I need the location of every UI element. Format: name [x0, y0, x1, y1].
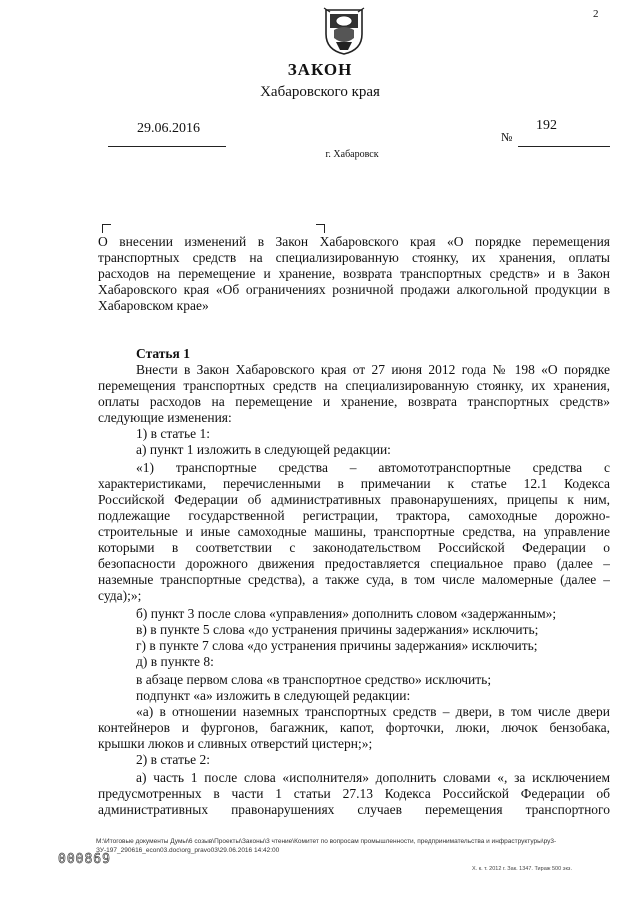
subject-line: расходов на перемещение и хранение, возврата транспортных средств» и в Закон [98, 266, 610, 281]
body-line: оплаты расходов на перемещение и хранение, возврата транспортных средств» [98, 394, 610, 409]
body-line: в абзаце первом слова «в транспортное средство» исключить; [136, 672, 492, 687]
file-path-line: ЗУ-197_290616_econ03.doc\org_pravo03\29.06.2016 14:42:00 [96, 847, 280, 854]
subject-line: транспортных средств на специализированную стоянку, их хранения, оплаты [98, 250, 610, 265]
body-line: следующие изменения: [98, 410, 232, 425]
body-line: а) пункт 1 изложить в следующей редакции: [136, 442, 391, 457]
body-line: г) в пункте 7 слова «до устранения причины задержания» исключить; [136, 638, 538, 653]
body-line: характеристиками, перечисленными в примечании к статье 12.1 Кодекса [98, 476, 610, 491]
law-number: 192 [536, 118, 557, 133]
body-line: предусмотренных в части 1 статьи 27.13 Кодекса Российской Федерации об [98, 786, 610, 801]
law-date: 29.06.2016 [137, 121, 200, 136]
law-title: ЗАКОН [287, 60, 353, 79]
body-line: административных правонарушениях случаев перемещения транспортного [98, 802, 610, 817]
print-info: Х. к. т. 2012 г. Зак. 1347. Тираж 500 экз. [472, 866, 572, 872]
file-path-line: М:\Итоговые документы Думы\6 созыв\Проекты\Законы\3 чтение\Комитет по вопросам промышленности, предпринимательства и инфраструктуры\ру3- [96, 838, 557, 845]
subject-line: О внесении изменений в Закон Хабаровского края «О порядке перемещения [98, 234, 610, 249]
subject-line: Хабаровского края «Об ограничениях розничной продажи алкогольной продукции в [98, 282, 610, 297]
body-line: крышки люков и сливных отверстий цистерн;»; [98, 736, 373, 751]
body-line: Российской Федерации об административных правонарушениях, прицепы к ним, [98, 492, 610, 507]
page-number: 2 [593, 8, 599, 20]
body-line: «а) в отношении наземных транспортных средств – двери, в том числе двери [136, 704, 610, 719]
body-line: которыми в соответствии с законодательством Российской Федерации о [98, 540, 610, 555]
body-line: 2) в статье 2: [136, 752, 210, 767]
body-line: перемещения транспортных средств на специализированную стоянку, их хранения, [98, 378, 610, 393]
city: г. Хабаровск [325, 149, 379, 160]
body-line: в) в пункте 5 слова «до устранения причины задержания» исключить; [136, 622, 539, 637]
registration-stamp: 000869 [58, 852, 111, 867]
body-line: суда);»; [98, 588, 142, 603]
body-line: б) пункт 3 после слова «управления» дополнить словом «задержанным»; [136, 606, 557, 621]
body-line: наземные транспортные средства), а также суда, в том числе маломерные (далее – [98, 572, 610, 587]
body-line: контейнеров и фургонов, багажник, капот, форточки, люки, лючок бензобака, [98, 720, 610, 735]
body-line: д) в пункте 8: [136, 654, 214, 669]
body-line: подпункт «а» изложить в следующей редакции: [136, 688, 411, 703]
number-label: № [501, 130, 513, 144]
subject-line: Хабаровском крае» [98, 298, 209, 313]
body-line: подлежащие государственной регистрации, трактора, самоходные дорожно- [98, 508, 610, 523]
body-line: а) часть 1 после слова «исполнителя» дополнить словами «, за исключением [136, 770, 610, 785]
article-heading: Статья 1 [136, 346, 190, 361]
body-line: безопасности дорожного движения предоставляется специальное право (далее – [98, 556, 610, 571]
law-region: Хабаровского края [260, 84, 380, 100]
body-line: 1) в статье 1: [136, 426, 210, 441]
body-line: Внести в Закон Хабаровского края от 27 июня 2012 года № 198 «О порядке [136, 362, 610, 377]
body-line: строительные и иные самоходные машины, транспортные средства, на управление [98, 524, 610, 539]
body-line: «1) транспортные средства – автомототранспортные средства с [136, 460, 610, 475]
